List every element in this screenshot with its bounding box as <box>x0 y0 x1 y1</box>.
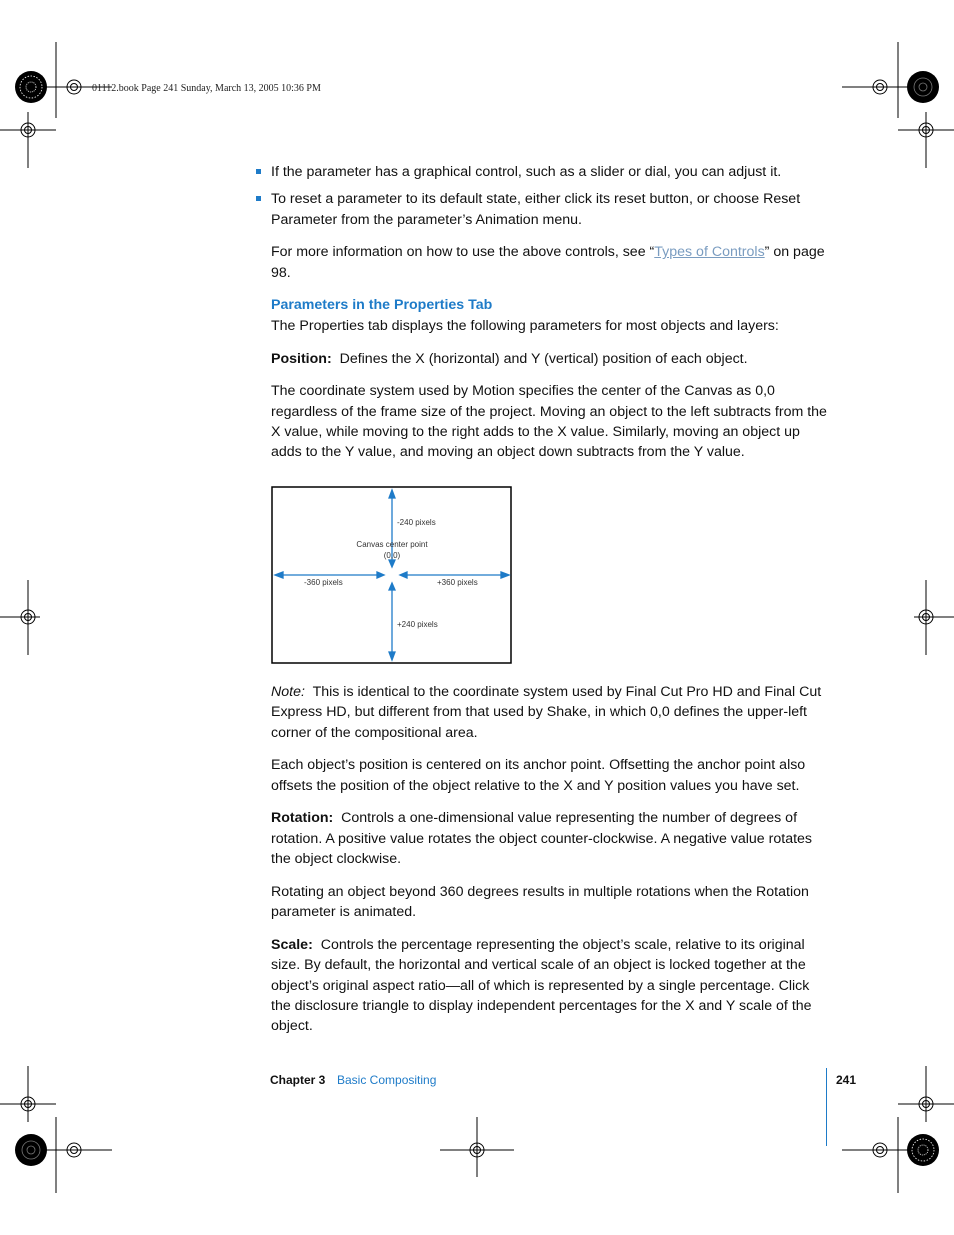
left-label: -360 pixels <box>304 578 343 587</box>
center-coordinates: (0,0) <box>383 551 401 560</box>
more-info-before: For more information on how to use the above controls, see “ <box>271 244 655 261</box>
position-text: Defines the X (horizontal) and Y (vertical) position of each object. <box>339 350 748 367</box>
rotation-term: Rotation: <box>271 810 334 827</box>
right-label: +360 pixels <box>437 578 478 587</box>
footer-chapter-title: Basic Compositing <box>337 1073 437 1087</box>
bullet-item <box>271 162 831 182</box>
scale-text: Controls the percentage representing the object’s scale, relative to its original size. By default, the horizontal and vertical scale of an object is locked together at the object’s original aspect ratio—all of which is represented by a single percentage. Click the disclosure triangle to display independent percentages for the X and Y scale of the object. <box>271 936 812 1035</box>
note-paragraph <box>271 682 831 743</box>
top-label: -240 pixels <box>397 518 436 527</box>
rotation-text: Controls a one-dimensional value representing the number of degrees of rotation. A positive value rotates the object counter-clockwise. A negative value rotates the object clockwise. <box>271 810 813 868</box>
anchor-paragraph: Each object’s position is centered on its anchor point. Offsetting the anchor point also offsets the position of the object relative to the X and Y position values you have set. <box>271 757 806 794</box>
bullet-item <box>271 189 831 230</box>
more-info-paragraph <box>271 242 831 283</box>
header-stamp: 01112.book Page 241 Sunday, March 13, 2005 10:36 PM <box>92 83 321 94</box>
intro-paragraph: The Properties tab displays the following parameters for most objects and layers: <box>271 317 779 334</box>
rotation-paragraph <box>271 808 831 869</box>
more-info-after: ” on page 98. <box>271 244 825 281</box>
center-label: Canvas center point <box>356 540 428 549</box>
bullet-square-icon <box>256 196 261 201</box>
bullet-text: If the parameter has a graphical control, such as a slider or dial, you can adjust it. <box>271 164 782 180</box>
scale-term: Scale: <box>271 936 313 953</box>
page-body-lower <box>271 682 831 1049</box>
note-term: Note: <box>271 684 305 700</box>
scale-paragraph <box>271 935 831 1036</box>
position-paragraph <box>271 349 831 369</box>
bullet-text: To reset a parameter to its default state, either click its reset button, or choose Reset Parameter from the parameter’s Animation menu. <box>271 191 801 228</box>
page-body <box>271 162 831 475</box>
types-of-controls-link[interactable]: Types of Controls <box>654 244 765 261</box>
section-heading: Parameters in the Properties Tab <box>271 297 493 314</box>
position-term: Position: <box>271 350 332 367</box>
page-number: 241 <box>836 1073 857 1087</box>
footer-chapter: Chapter 3 <box>270 1073 326 1087</box>
coordinate-diagram <box>271 486 512 664</box>
note-text: This is identical to the coordinate system used by Final Cut Pro HD and Final Cut Express HD, but different from that used by Shake, in which 0,0 defines the upper-left corner of the compositional area. <box>271 684 822 741</box>
coordinate-paragraph: The coordinate system used by Motion specifies the center of the Canvas as 0,0 regardless of the frame size of the project. Moving an object to the left subtracts from the X value, while moving to the right adds to the X value. Similarly, moving an object up adds to the Y value, and moving an object down subtracts from the Y value. <box>271 383 827 461</box>
footer-rule <box>826 1068 827 1146</box>
bullet-square-icon <box>256 169 261 174</box>
rotation-detail-paragraph: Rotating an object beyond 360 degrees results in multiple rotations when the Rotation parameter is animated. <box>271 883 809 921</box>
bottom-label: +240 pixels <box>397 620 438 629</box>
